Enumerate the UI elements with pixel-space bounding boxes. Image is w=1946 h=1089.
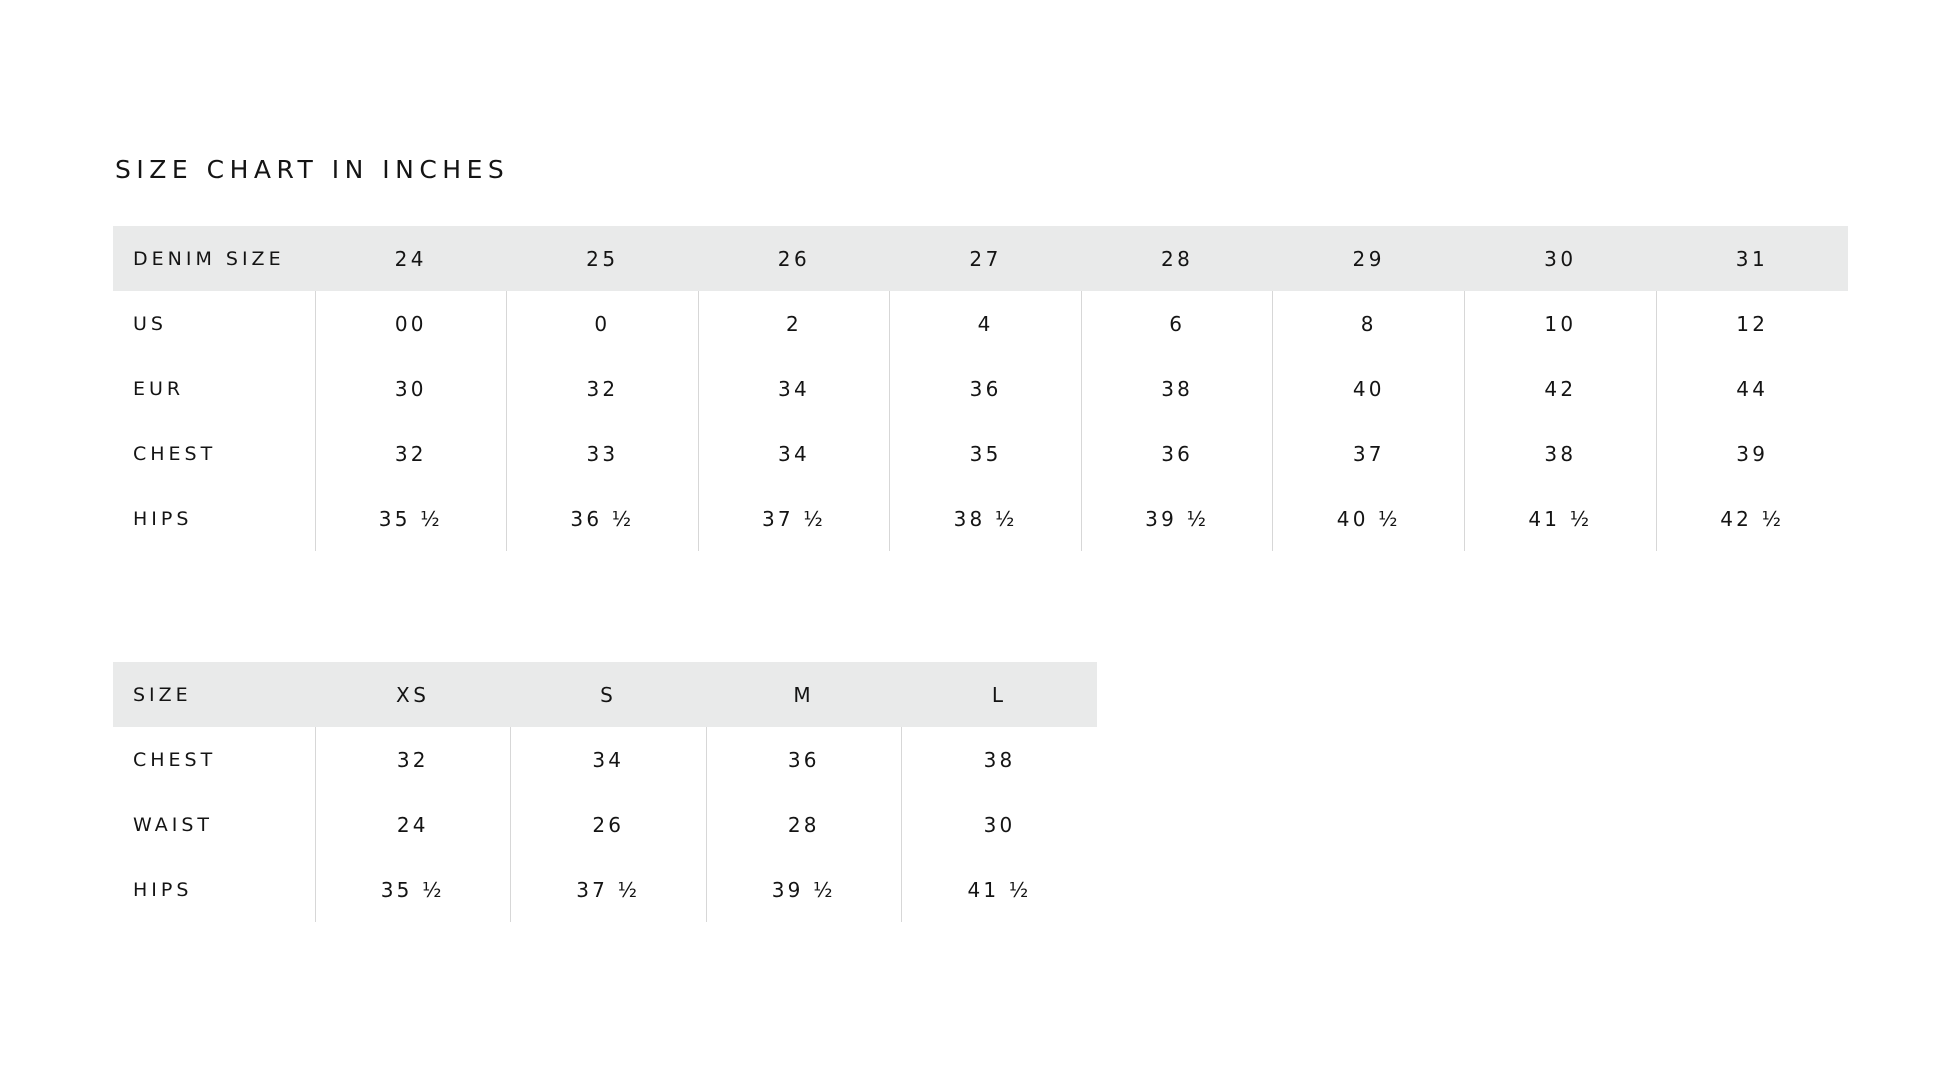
table-header-row — [113, 226, 1848, 291]
table-cell: 35 ½ — [315, 857, 511, 922]
table-cell: 40 ½ — [1273, 486, 1465, 551]
page-title: SIZE CHART IN INCHES — [115, 155, 510, 184]
row-label: CHEST — [113, 727, 315, 792]
table-cell: 36 — [890, 356, 1082, 421]
table-cell: 37 ½ — [698, 486, 890, 551]
table-row — [113, 421, 1848, 486]
column-header-cell: 24 — [315, 226, 507, 291]
denim-size-table — [113, 226, 1848, 551]
table-cell: 44 — [1736, 376, 1769, 401]
table-row — [113, 356, 1848, 421]
table-cell: 38 ½ — [890, 486, 1082, 551]
table-cell: 6 — [1081, 291, 1273, 356]
row-label: US — [113, 291, 315, 356]
table-cell: 41 ½ — [1465, 486, 1657, 551]
table-cell: 0 — [507, 291, 699, 356]
column-header-cell: 25 — [507, 226, 699, 291]
table-cell: 10 — [1465, 291, 1657, 356]
column-header-cell: S — [511, 662, 707, 727]
table-cell: 30 — [983, 812, 1016, 837]
column-header-cell: XS — [315, 662, 511, 727]
table-row — [113, 486, 1848, 551]
table-cell: 33 — [507, 421, 699, 486]
column-header-cell: 28 — [1081, 226, 1273, 291]
column-header-cell: 30 — [1465, 226, 1657, 291]
table-cell: 8 — [1273, 291, 1465, 356]
table-cell: 32 — [507, 356, 699, 421]
table-cell: 39 ½ — [1081, 486, 1273, 551]
row-label: EUR — [113, 356, 315, 421]
column-header-cell: 31 — [1656, 226, 1848, 291]
table-cell: 38 — [1081, 356, 1273, 421]
column-header-cell: M — [706, 662, 902, 727]
table-cell: 35 ½ — [315, 486, 507, 551]
table-cell: 34 — [698, 421, 890, 486]
table-cell: 40 — [1273, 356, 1465, 421]
table-cell: 4 — [890, 291, 1082, 356]
column-header-size: SIZE — [113, 662, 315, 727]
table-header-row — [113, 662, 1097, 727]
table-cell: 37 — [1273, 421, 1465, 486]
table-cell: 38 — [1465, 421, 1657, 486]
table-cell: 36 ½ — [507, 486, 699, 551]
table-cell: 41 ½ — [967, 877, 1032, 902]
table-cell: 36 — [1081, 421, 1273, 486]
table-cell: 36 — [706, 727, 902, 792]
table-cell: 24 — [315, 792, 511, 857]
alpha-size-table — [113, 662, 1097, 922]
table-cell: 42 ½ — [1720, 506, 1785, 531]
table-cell: 30 — [315, 356, 507, 421]
row-label: HIPS — [113, 857, 315, 922]
row-label: WAIST — [113, 792, 315, 857]
row-label: HIPS — [113, 486, 315, 551]
column-header-cell: 26 — [698, 226, 890, 291]
table-row — [113, 792, 1097, 857]
table-cell: 38 — [983, 747, 1016, 772]
column-header-denim-size: DENIM SIZE — [113, 226, 315, 291]
table-row — [113, 727, 1097, 792]
table-cell: 39 ½ — [706, 857, 902, 922]
table-cell: 32 — [315, 421, 507, 486]
table-cell: 32 — [315, 727, 511, 792]
table-cell: 34 — [698, 356, 890, 421]
column-header-cell: 27 — [890, 226, 1082, 291]
table-cell: 37 ½ — [511, 857, 707, 922]
column-header-cell: 29 — [1273, 226, 1465, 291]
table-cell: 28 — [706, 792, 902, 857]
table-cell: 42 — [1465, 356, 1657, 421]
table-row — [113, 291, 1848, 356]
table-cell: 34 — [511, 727, 707, 792]
table-cell: 00 — [315, 291, 507, 356]
table-cell: 12 — [1736, 311, 1769, 336]
row-label: CHEST — [113, 421, 315, 486]
table-cell: 2 — [698, 291, 890, 356]
table-cell: 39 — [1736, 441, 1769, 466]
table-cell: 35 — [890, 421, 1082, 486]
table-cell: 26 — [511, 792, 707, 857]
table-row — [113, 857, 1097, 922]
column-header-cell: L — [902, 662, 1098, 727]
